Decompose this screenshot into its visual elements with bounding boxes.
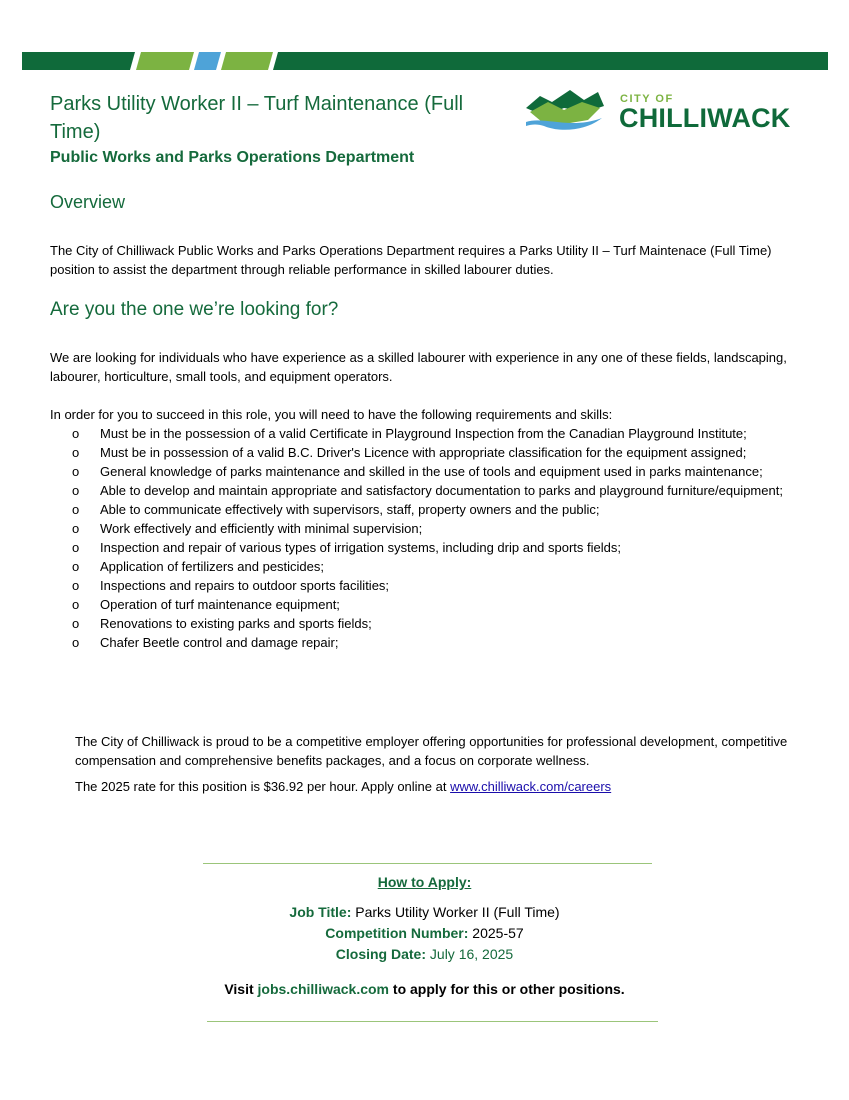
employer-paragraph: The City of Chilliwack is proud to be a competitive employer offering opportunities for professional development, competitive compensation and comprehensive benefits packages, and a focus on corporate wellness. <box>75 734 788 768</box>
visit-prefix: Visit <box>224 981 254 997</box>
job-title-label: Job Title: <box>289 904 352 920</box>
rate-paragraph <box>75 777 795 796</box>
looking-for-paragraph: We are looking for individuals who have experience as a skilled labourer with experience in any one of these fields, landscaping, labourer, horticulture, small tools, and equipment operators. <box>50 350 787 384</box>
visit-line <box>0 981 849 997</box>
bullet-icon: o <box>72 559 80 574</box>
requirement-item: o Inspections and repairs to outdoor sports facilities; <box>72 578 390 593</box>
requirements-list <box>72 424 812 652</box>
requirement-item: o Must be in possession of a valid B.C. Driver's Licence with appropriate classification for the equipment assigned; <box>72 445 747 460</box>
jobs-site-link[interactable]: jobs.chilliwack.com <box>257 981 390 997</box>
requirement-item: o General knowledge of parks maintenance and skilled in the use of tools and equipment used in parks maintenance; <box>72 464 763 479</box>
requirement-item: o Renovations to existing parks and sports fields; <box>72 616 372 631</box>
bullet-icon: o <box>72 464 80 479</box>
requirements-intro: In order for you to succeed in this role, you will need to have the following requirements and skills: <box>50 407 613 422</box>
requirement-item: o Able to develop and maintain appropriate and satisfactory documentation to parks and playground furniture/equipment; <box>72 483 783 498</box>
requirement-item: o Operation of turf maintenance equipment; <box>72 597 340 612</box>
how-to-apply-heading: How to Apply: <box>377 874 472 890</box>
requirement-item: o Application of fertilizers and pesticides; <box>72 559 325 574</box>
visit-suffix: to apply for this or other positions. <box>392 981 625 997</box>
bullet-icon: o <box>72 635 80 650</box>
department-subheading: Public Works and Parks Operations Department <box>50 149 415 166</box>
job-title-heading: Parks Utility Worker II – Turf Maintenance (Full Time) <box>50 93 464 143</box>
overview-heading: Overview <box>50 192 126 212</box>
competition-label: Competition Number: <box>325 925 469 941</box>
stripe-light-1 <box>136 52 194 70</box>
requirement-item: o Able to communicate effectively with supervisors, staff, property owners and the public; <box>72 502 600 517</box>
competition-line <box>0 923 849 943</box>
logo-city-of-text: CITY OF <box>620 93 674 105</box>
requirement-item: o Must be in the possession of a valid Certificate in Playground Inspection from the Canadian Playground Institute; <box>72 426 747 441</box>
rate-text: The 2025 rate for this position is $36.92 per hour. Apply online at <box>75 779 451 794</box>
bullet-icon: o <box>72 521 80 536</box>
header-stripe-bar <box>22 52 828 70</box>
divider-top <box>203 863 652 864</box>
careers-link[interactable]: www.chilliwack.com/careers <box>450 779 612 794</box>
stripe-dark-right <box>273 52 828 70</box>
bullet-icon: o <box>72 616 80 631</box>
looking-for-heading: Are you the one we’re looking for? <box>50 299 339 320</box>
requirement-item: o Inspection and repair of various types of irrigation systems, including drip and sports fields; <box>72 540 621 555</box>
bullet-icon: o <box>72 483 80 498</box>
closing-date-label: Closing Date: <box>335 946 427 962</box>
stripe-light-2 <box>221 52 273 70</box>
requirement-item: o Chafer Beetle control and damage repair; <box>72 635 339 650</box>
stripe-dark-left <box>22 52 135 70</box>
logo-chilliwack-text: CHILLIWACK <box>619 103 791 133</box>
overview-paragraph: The City of Chilliwack Public Works and Parks Operations Department requires a Parks Utility II – Turf Maintenace (Full Time) position to assist the department through reliable performance in skilled labourer duties. <box>50 243 772 277</box>
divider-bottom <box>207 1021 658 1022</box>
requirement-item: o Work effectively and efficiently with minimal supervision; <box>72 521 423 536</box>
bullet-icon: o <box>72 540 80 555</box>
bullet-icon: o <box>72 445 80 460</box>
closing-date-line <box>0 944 849 964</box>
closing-date-value: July 16, 2025 <box>429 946 514 962</box>
job-title-line <box>0 902 849 922</box>
competition-value: 2025-57 <box>472 925 524 941</box>
bullet-icon: o <box>72 578 80 593</box>
bullet-icon: o <box>72 502 80 517</box>
bullet-icon: o <box>72 426 80 441</box>
job-title-value: Parks Utility Worker II (Full Time) <box>355 904 560 920</box>
bullet-icon: o <box>72 597 80 612</box>
stripe-blue <box>194 52 221 70</box>
